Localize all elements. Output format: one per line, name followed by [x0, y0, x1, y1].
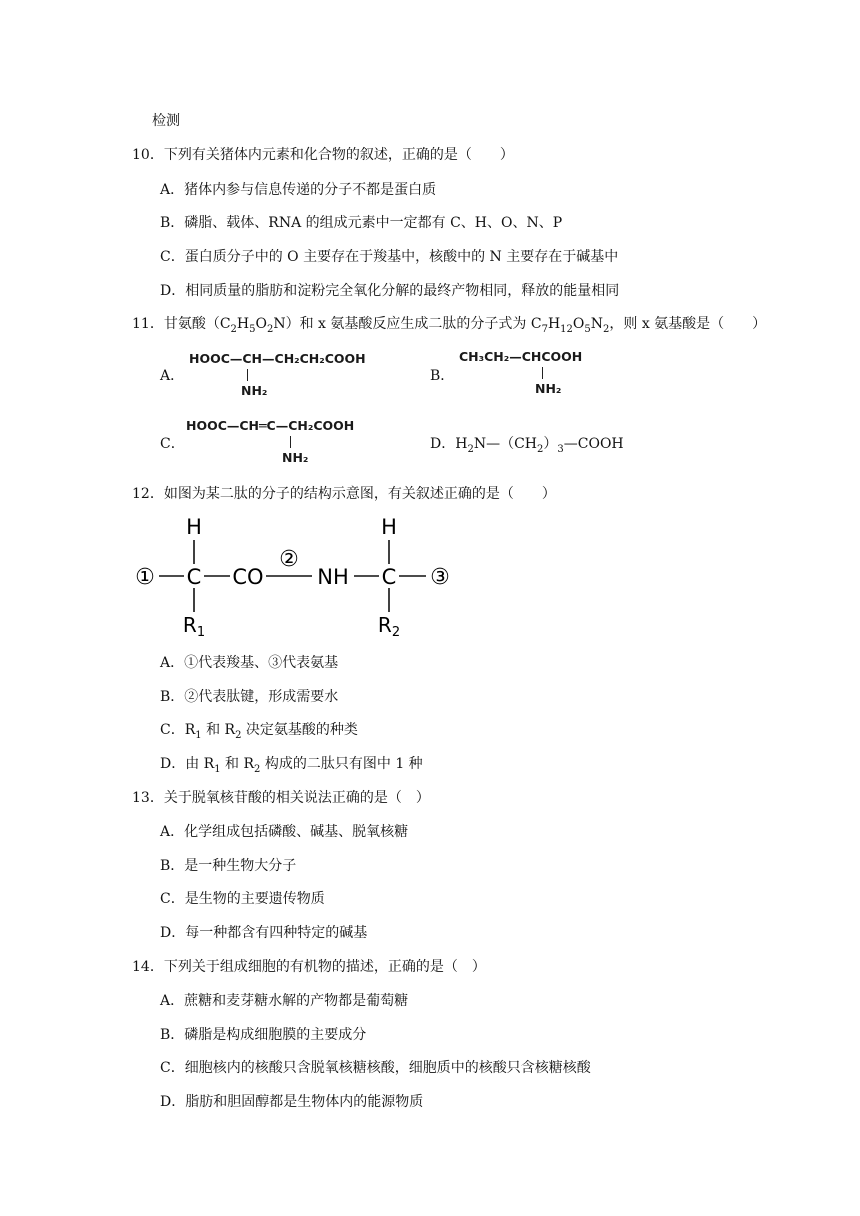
question-11-option-c-amino: NH₂	[282, 450, 309, 465]
question-12-option-d[interactable]: D．由 $R_1$ 和 $R_2$ 构成的二肽只有图中 1 种	[160, 756, 423, 775]
circle-2-label: ②	[279, 547, 299, 572]
question-13-option-c[interactable]: C．是生物的主要遗传物质	[160, 891, 325, 907]
question-14-option-b[interactable]: B．磷脂是构成细胞膜的主要成分	[160, 1027, 367, 1043]
question-14-option-d[interactable]: D．脂肪和胆固醇都是生物体内的能源物质	[160, 1094, 424, 1110]
question-14-option-a[interactable]: A．蔗糖和麦芽糖水解的产物都是葡萄糖	[160, 993, 409, 1009]
c-right-label: C	[381, 565, 397, 589]
question-11-option-a-amino: NH₂	[241, 383, 268, 398]
question-12-option-c[interactable]: C．$R_1$ 和 $R_2$ 决定氨基酸的种类	[160, 722, 358, 741]
c-left-label: C	[186, 565, 202, 589]
dipeptide-structure-diagram	[120, 508, 480, 638]
question-12-option-b[interactable]: B．②代表肽键，形成需要水	[160, 689, 339, 705]
question-11-option-a-formula: HOOC—CH—CH₂CH₂COOH	[189, 351, 366, 366]
question-10-option-b[interactable]: B．磷脂、载体、RNA 的组成元素中一定都有 C、H、O、N、P	[160, 215, 563, 231]
circle-3-label: ③	[430, 565, 450, 590]
question-11-option-d[interactable]: D．$H_2N—(CH_2)_3—COOH$	[430, 436, 624, 455]
question-11-stem: 11．甘氨酸$(C_2H_5O_2N)$和 x 氨基酸反应生成二肽的分子式为 $C_7H_{12}O_5N_2$，则 x 氨基酸是（ ）	[132, 316, 767, 335]
question-13-stem: 13．关于脱氧核苷酸的相关说法正确的是（ ）	[132, 790, 430, 806]
question-10-stem: 10．下列有关猪体内元素和化合物的叙述，正确的是（ ）	[132, 147, 514, 163]
question-11-option-a-label[interactable]: A．	[160, 368, 185, 384]
question-11-option-b-amino: NH₂	[535, 381, 562, 396]
co-label: CO	[232, 565, 264, 589]
question-12-option-a[interactable]: A．①代表羧基、③代表氨基	[160, 655, 339, 671]
r1-label: $R_1$	[182, 613, 206, 638]
question-14-stem: 14．下列关于组成细胞的有机物的描述，正确的是（ ）	[132, 959, 486, 975]
question-11-option-c-label[interactable]: C．	[160, 436, 185, 452]
question-13-option-a[interactable]: A．化学组成包括磷酸、碱基、脱氧核糖	[160, 824, 409, 840]
bond-line	[290, 436, 291, 448]
question-10-option-a[interactable]: A．猪体内参与信息传递的分子不都是蛋白质	[160, 182, 437, 198]
question-13-option-d[interactable]: D．每一种都含有四种特定的碱基	[160, 925, 368, 941]
question-14-option-c[interactable]: C．细胞核内的核酸只含脱氧核糖核酸，细胞质中的核酸只含核糖核酸	[160, 1060, 591, 1076]
question-13-option-b[interactable]: B．是一种生物大分子	[160, 858, 297, 874]
bond-line	[247, 369, 248, 381]
r2-label: $R_2$	[377, 613, 401, 638]
question-12-stem: 12．如图为某二肽的分子的结构示意图，有关叙述正确的是（ ）	[132, 486, 556, 502]
section-header: 检测	[152, 113, 180, 129]
question-11-option-b-formula: CH₃CH₂—CHCOOH	[459, 349, 583, 364]
question-10-option-d[interactable]: D．相同质量的脂肪和淀粉完全氧化分解的最终产物相同，释放的能量相同	[160, 283, 620, 299]
bond-line	[542, 367, 543, 379]
nh-label: NH	[317, 565, 349, 589]
question-10-option-c[interactable]: C．蛋白质分子中的 O 主要存在于羧基中，核酸中的 N 主要存在于碱基中	[160, 249, 619, 265]
h-right-label: H	[381, 515, 397, 539]
h-left-label: H	[186, 515, 202, 539]
question-11-option-b-label[interactable]: B．	[430, 368, 455, 384]
question-11-option-c-formula: HOOC—CH═C—CH₂COOH	[186, 418, 355, 433]
circle-1-label: ①	[135, 565, 155, 590]
